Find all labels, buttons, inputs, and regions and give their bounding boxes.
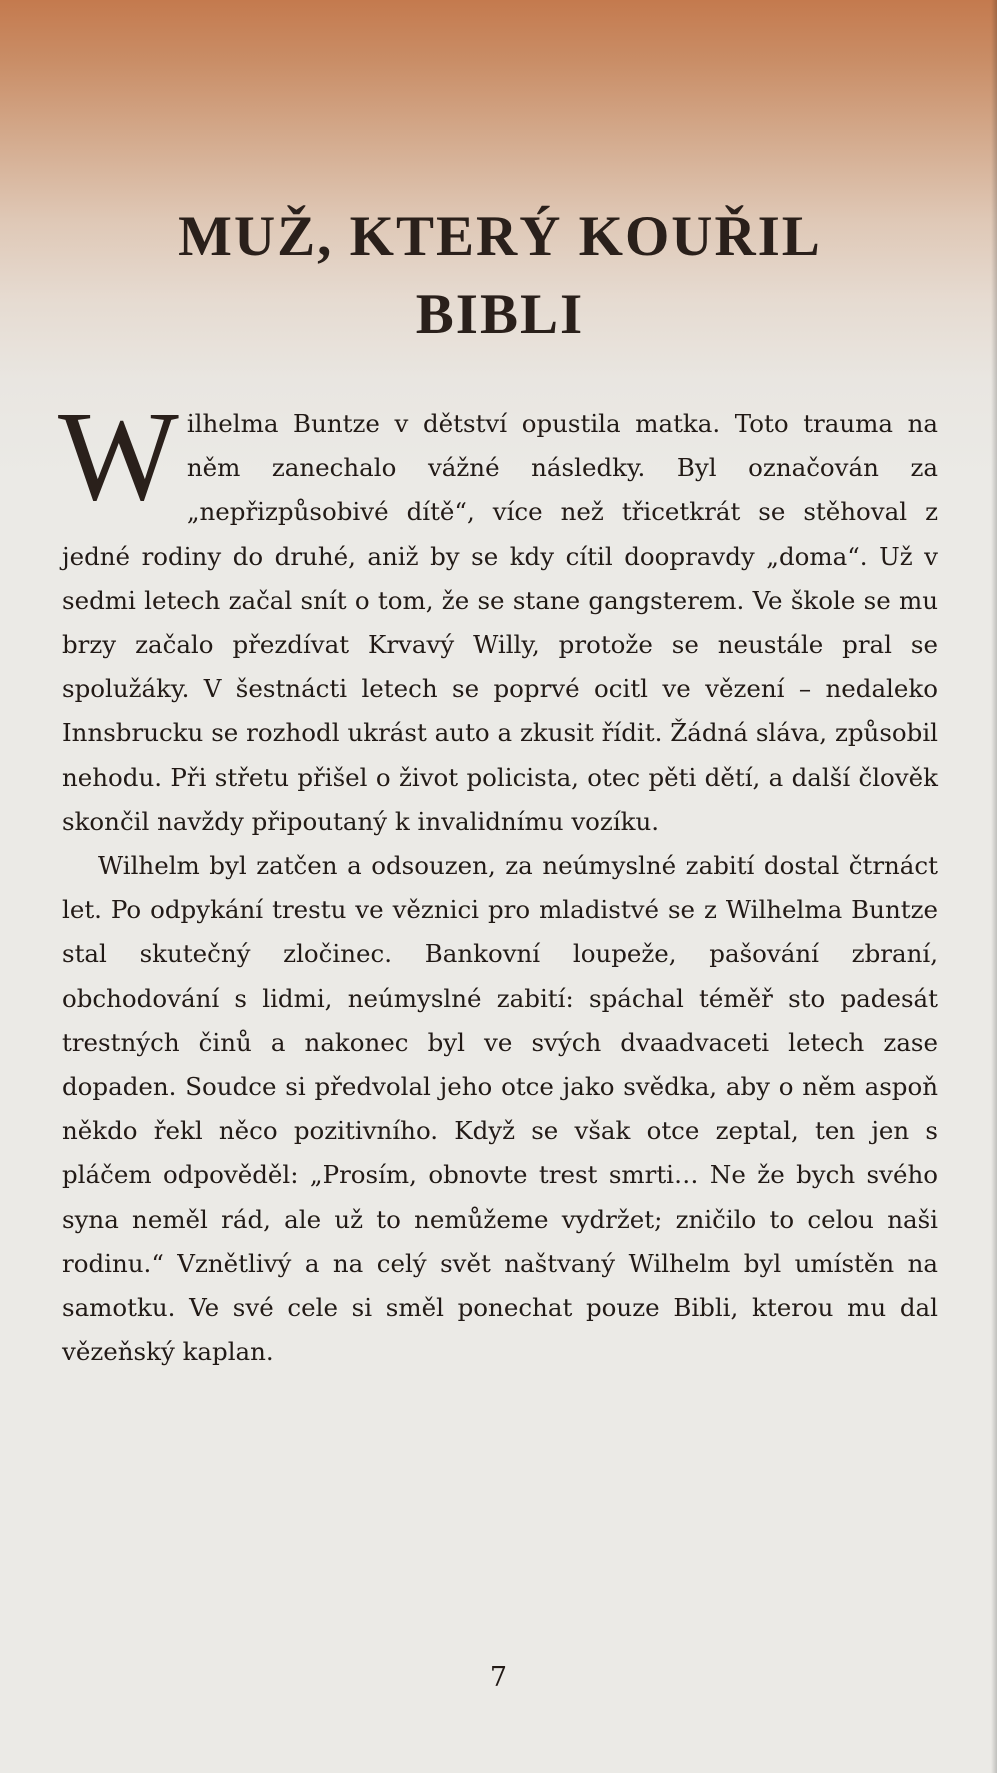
page-number: 7 bbox=[489, 1662, 508, 1693]
paragraph-1-text: ilhelma Buntze v dětství opustila matka. Toto trauma na něm zanechalo vážné následky. Byl označován za „nepřizpůsobivé dítě“, více než třicetkrát se stěhoval z jedné rodiny do druhé, aniž by se kdy cítil doopravdy „doma“. Už v sedmi letech začal snít o tom, že se stane gangsterem. Ve škole se mu brzy začalo přezdívat Krvavý Willy, protože se neustále pral se spolužáky. V šestnácti letech se poprvé ocitl ve vězení – nedaleko Innsbrucku se rozhodl ukrást auto a zkusit řídit. Žádná sláva, způsobil nehodu. Při střetu přišel o život policista, otec pěti dětí, a další člověk skončil navždy připoutaný k invalidnímu vozíku. bbox=[62, 409, 938, 836]
paragraph-2: Wilhelm byl zatčen a odsouzen, za neúmyslné zabití dostal čtrnáct let. Po odpykání trestu ve věznici pro mladistvé se z Wilhelma Buntze stal skutečný zločinec. Bankovní loupeže, pašování zbraní, obchodování s lidmi, neúmyslné zabití: spáchal téměř sto padesát trestných činů a nakonec byl ve svých dvaadvaceti letech zase dopaden. Soudce si předvolal jeho otce jako svědka, aby o něm aspoň někdo řekl něco pozitivního. Když se však otce zeptal, ten jen s pláčem odpověděl: „Prosím, obnovte trest smrti… Ne že bych svého syna neměl rád, ale už to nemůžeme vydržet; zničilo to celou naši rodinu.“ Vznětlivý a na celý svět naštvaný Wilhelm byl umístěn na samotku. Ve své cele si směl ponechat pouze Bibli, kterou mu dal vězeňský kaplan. bbox=[62, 851, 938, 1367]
chapter-body bbox=[58, 385, 938, 1374]
chapter-title-line-1: MUŽ, KTERÝ KOUŘIL bbox=[178, 205, 822, 268]
chapter-title-line-2: BIBLI bbox=[415, 283, 585, 346]
paragraph-1 bbox=[58, 385, 938, 844]
drop-cap: W bbox=[58, 385, 179, 527]
page-edge-shadow bbox=[991, 0, 997, 1773]
chapter-title bbox=[60, 198, 940, 354]
